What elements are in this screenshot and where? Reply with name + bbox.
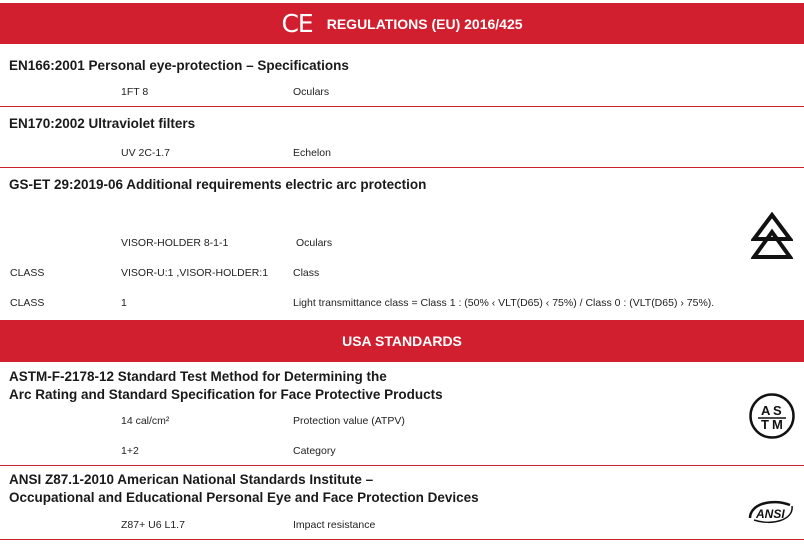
usa-banner-title: USA STANDARDS — [342, 333, 462, 349]
astm-row2-code: 1+2 — [121, 445, 139, 457]
astm-row2-desc: Category — [293, 445, 336, 457]
divider — [0, 465, 804, 466]
gset29-row2-desc: Class — [293, 267, 320, 279]
astm-logo-icon — [749, 393, 795, 439]
en166-desc: Oculars — [293, 86, 330, 98]
ansi-row1-desc: Impact resistance — [293, 519, 376, 531]
arc-protection-triangle-icon — [751, 212, 793, 260]
svg-text:S: S — [773, 403, 782, 418]
astm-heading-line2: Arc Rating and Standard Specification for Face Protective Products — [9, 387, 443, 402]
ansi-logo-icon — [746, 496, 796, 528]
gset29-row2-label: CLASS — [10, 267, 45, 279]
ansi-heading-line2: Occupational and Educational Personal Eye and Face Protection Devices — [9, 490, 479, 505]
astm-row1-code: 14 cal/cm² — [121, 415, 170, 427]
svg-text:M: M — [772, 417, 783, 432]
en170-heading: EN170:2002 Ultraviolet filters — [9, 116, 196, 131]
svg-text:A: A — [761, 403, 771, 418]
ce-mark-icon: CE — [281, 9, 313, 38]
gset29-row2-code: VISOR-U:1 ,VISOR-HOLDER:1 — [121, 267, 269, 279]
divider — [0, 106, 804, 107]
svg-text:ANSI: ANSI — [756, 507, 785, 521]
en170-desc: Echelon — [293, 147, 331, 159]
eu-regulations-banner — [0, 3, 804, 44]
divider — [0, 539, 804, 540]
gset29-heading: GS-ET 29:2019-06 Additional requirements electric arc protection — [9, 177, 427, 192]
gset29-row3-desc: Light transmittance class = Class 1 : (50% ‹ VLT(D65) ‹ 75%) / Class 0 : (VLT(D65) › 75%). — [293, 297, 715, 309]
gset29-row3-code: 1 — [121, 297, 127, 309]
gset29-row1-code: VISOR-HOLDER 8-1-1 — [121, 237, 229, 249]
astm-row1-desc: Protection value (ATPV) — [293, 415, 405, 427]
svg-text:T: T — [761, 417, 769, 432]
usa-standards-banner — [0, 320, 804, 362]
en166-heading: EN166:2001 Personal eye-protection – Specifications — [9, 58, 349, 73]
ansi-heading-line1: ANSI Z87.1-2010 American National Standards Institute – — [9, 472, 374, 487]
eu-banner-title: REGULATIONS (EU) 2016/425 — [326, 15, 523, 32]
ansi-row1-code: Z87+ U6 L1.7 — [121, 519, 185, 531]
divider — [0, 167, 804, 168]
en170-code: UV 2C-1.7 — [121, 147, 171, 159]
gset29-row1-desc: Oculars — [296, 237, 333, 249]
en166-code: 1FT 8 — [121, 86, 149, 98]
astm-heading-line1: ASTM-F-2178-12 Standard Test Method for Determining the — [9, 369, 387, 384]
gset29-row3-label: CLASS — [10, 297, 45, 309]
